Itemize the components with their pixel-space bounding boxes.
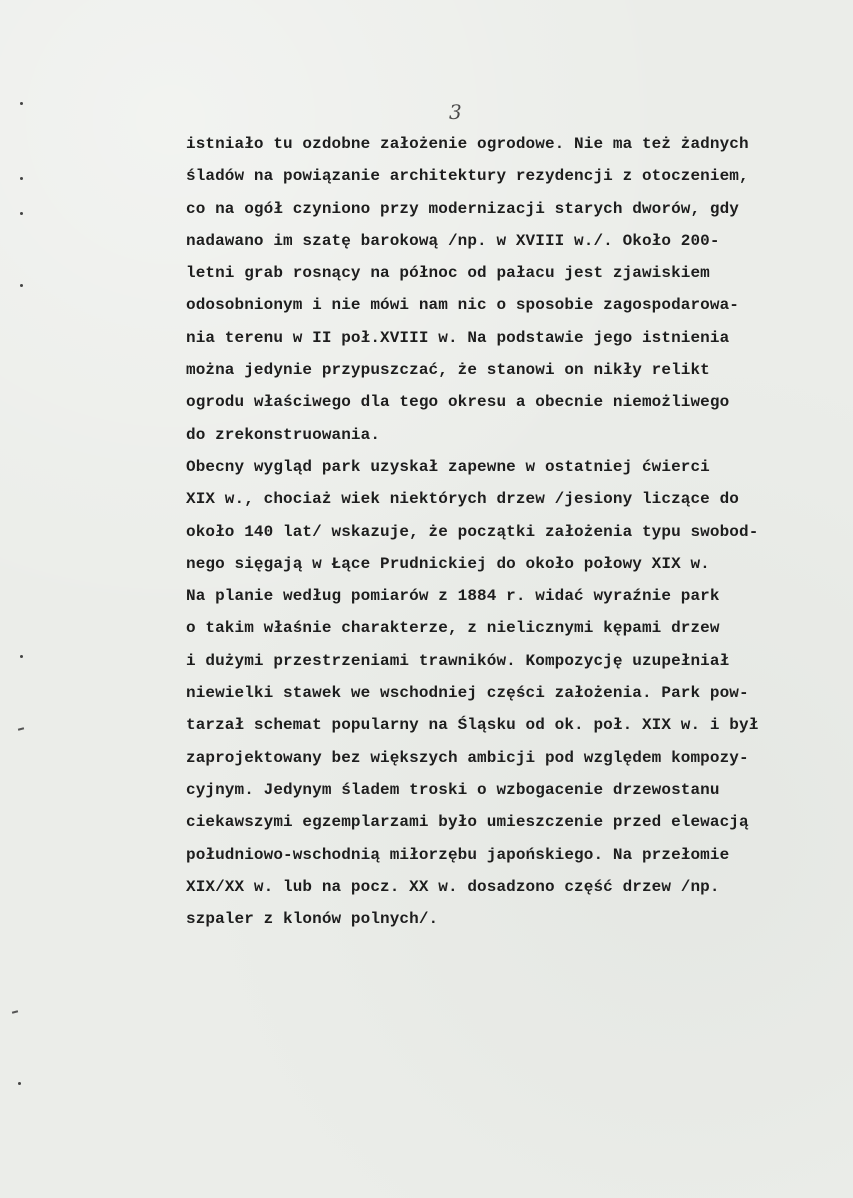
text-line: zaprojektowany bez większych ambicji pod względem kompozy- <box>186 748 749 767</box>
text-line: i dużymi przestrzeniami trawników. Kompozycję uzupełniał <box>186 651 730 670</box>
text-line: do zrekonstruowania. <box>186 425 381 444</box>
margin-mark <box>20 655 23 658</box>
text-line: nia terenu w II poł.XVIII w. Na podstawie jego istnienia <box>186 328 730 347</box>
typed-text-block <box>186 128 836 935</box>
margin-mark <box>18 727 24 730</box>
margin-mark <box>12 1010 18 1013</box>
text-line: istniało tu ozdobne założenie ogrodowe. Nie ma też żadnych <box>186 135 749 153</box>
text-line: o takim właśnie charakterze, z nielicznymi kępami drzew <box>186 619 720 638</box>
text-line: nadawano im szatę barokową /np. w XVIII w./. Około 200- <box>186 231 720 250</box>
text-line: letni grab rosnący na północ od pałacu jest zjawiskiem <box>186 264 710 283</box>
text-line: XIX/XX w. lub na pocz. XX w. dosadzono część drzew /np. <box>186 877 720 896</box>
margin-mark <box>18 1082 21 1085</box>
text-line: co na ogół czyniono przy modernizacji starych dworów, gdy <box>186 199 739 218</box>
text-line: nego sięgają w Łące Prudnickiej do około połowy XIX w. <box>186 554 710 573</box>
text-line: można jedynie przypuszczać, że stanowi on nikły relikt <box>186 361 710 380</box>
text-line: tarzał schemat popularny na Śląsku od ok. poł. XIX w. i był <box>186 716 759 735</box>
text-line: ciekawszymi egzemplarzami było umieszczenie przed elewacją <box>186 813 749 832</box>
page-number: 3 <box>449 100 462 124</box>
text-line: odosobnionym i nie mówi nam nic o sposobie zagospodarowa- <box>186 296 739 315</box>
text-line: śladów na powiązanie architektury rezydencji z otoczeniem, <box>186 167 749 186</box>
text-line: XIX w., chociaż wiek niektórych drzew /jesiony liczące do <box>186 490 739 509</box>
text-line: niewielki stawek we wschodniej części założenia. Park pow- <box>186 684 749 703</box>
text-line: szpaler z klonów polnych/. <box>186 910 439 929</box>
margin-mark <box>20 102 23 105</box>
margin-mark <box>20 177 23 180</box>
text-line: południowo-wschodnią miłorzębu japońskiego. Na przełomie <box>186 845 730 864</box>
text-line: Obecny wygląd park uzyskał zapewne w ostatniej ćwierci <box>186 457 710 476</box>
text-line: ogrodu właściwego dla tego okresu a obecnie niemożliwego <box>186 393 730 412</box>
margin-mark <box>20 284 23 287</box>
margin-mark <box>20 212 23 215</box>
text-line: cyjnym. Jedynym śladem troski o wzbogacenie drzewostanu <box>186 780 720 799</box>
text-line: około 140 lat/ wskazuje, że początki założenia typu swobod- <box>186 522 759 541</box>
text-line: Na planie według pomiarów z 1884 r. widać wyraźnie park <box>186 587 720 606</box>
